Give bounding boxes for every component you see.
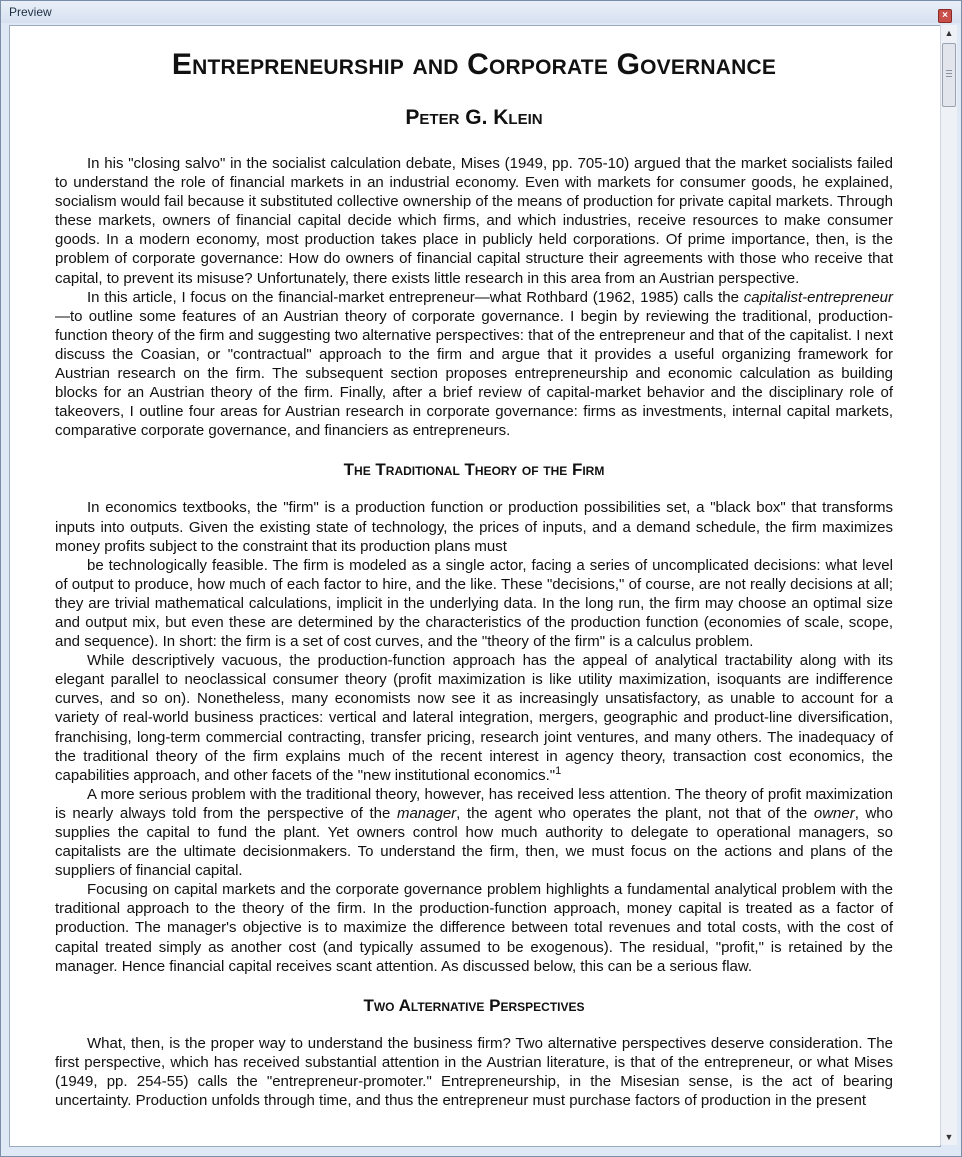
section1-paragraph-1: In economics textbooks, the "firm" is a production function or production possibilities set, a "black box" that transforms inputs into outputs. Given the existing state of technology, the prices of inputs, and a demand schedule, the firm maximizes money profits subject to the constraint that its production plans must	[55, 499, 893, 555]
section-heading-traditional-theory: The Traditional Theory of the Firm	[343, 460, 605, 480]
section1-paragraph-4: A more serious problem with the traditional theory, however, has received less attention. The theory of profit maximization is nearly always told from the perspective of the manager, the agent who operates the plant, not that of the owner, who supplies the capital to fund the plant. Yet owners control how much authority to delegate to operational managers, so capitalists are the ultimate decisionmakers. To understand the firm, then, we must focus on the actions and plans of the suppliers of financial capital.	[55, 785, 893, 880]
article-title: Entrepreneurship and Corporate Governance	[171, 48, 777, 81]
title-bar[interactable]	[1, 1, 961, 23]
section1-paragraph-5: Focusing on capital markets and the corporate governance problem highlights a fundamental analytical problem with the traditional approach to the theory of the firm. In the production-function approach, money capital is treated as a factor of production. The manager's objective is to maximize the difference between total revenues and total costs, with the cost of capital treated simply as another cost (and typically assumed to be exogenous). The residual, "profit," is retained by the manager. Hence financial capital receives scant attention. As discussed below, this can be a serious flaw.	[55, 881, 893, 975]
scroll-thumb[interactable]	[942, 43, 956, 107]
footnote-ref[interactable]: 1	[555, 764, 562, 777]
article-page	[55, 26, 893, 1110]
close-icon[interactable]: ×	[938, 9, 952, 23]
section1-paragraph-2: be technologically feasible. The firm is modeled as a single actor, facing a series of uncomplicated decisions: what level of output to produce, how much of each factor to hire, and the like. These "decisions," of course, are not really decisions at all; they are trivial mathematical calculations, implicit in the underlying data. In the long run, the firm may choose an optimal size and output mix, but even these are determined by the characteristics of the production function (economies of scale, scope, and sequence). In short: the firm is a set of cost curves, and the "theory of the firm" is a calculus problem.	[55, 556, 893, 651]
window-title: Preview	[9, 5, 52, 19]
vertical-scrollbar[interactable]	[940, 25, 957, 1145]
article-author: Peter G. Klein	[405, 106, 543, 129]
scroll-down-arrow-icon[interactable]: ▼	[944, 1132, 954, 1142]
section-heading-alternative-perspectives: Two Alternative Perspectives	[363, 995, 585, 1015]
document-viewport[interactable]	[9, 25, 941, 1147]
section1-paragraph-3: While descriptively vacuous, the production-function approach has the appeal of analytical tractability along with its elegant parallel to neoclassical consumer theory (profit maximization is like utility maximization, isoquants are indifference curves, and so on). Nonetheless, many economists now see it as increasingly unsatisfactory, as unable to account for a variety of real-world business practices: vertical and lateral integration, mergers, geographic and product-line diversification, franchising, long-term commercial contracting, transfer pricing, research joint ventures, and many others. The inadequacy of the traditional theory of the firm explains much of the recent interest in agency theory, transaction cost economics, the capabilities approach, and other facets of the "new institutional economics."$^1$	[55, 652, 893, 784]
intro-paragraph-1: In his "closing salvo" in the socialist calculation debate, Mises (1949, pp. 705-10) argued that the market socialists failed to understand the role of financial markets in an industrial economy. Even with markets for consumer goods, he explained, socialism would fail because it substituted collective ownership of the means of production for private capital markets. Through these markets, owners of financial capital decide which firms, and which industries, receive resources to make consumer goods. In a modern economy, most production takes place in publicly held corporations. Of prime importance, then, is the problem of corporate governance: How do owners of financial capital structure their agreements with those who receive that capital, to prevent its misuse? Unfortunately, there exists little research in this area from an Austrian perspective.	[55, 155, 893, 287]
intro-paragraph-2: In this article, I focus on the financial-market entrepreneur—what Rothbard (1962, 1985) calls the capitalist-entrepreneur—to outline some features of an Austrian theory of corporate governance. I begin by reviewing the traditional, production-function theory of the firm and suggesting two alternative perspectives: that of the entrepreneur and that of the capitalist. I next discuss the Coasian, or "contractual" approach to the firm and argue that it provides a useful organizing framework for Austrian research on the firm. The subsequent section proposes entrepreneurship and economic calculation as building blocks for an Austrian theory of the firm. Finally, after a brief review of capital-market behavior and the disciplinary role of takeovers, I outline four areas for Austrian research in corporate governance: firms as investments, internal capital markets, comparative corporate governance, and financiers as entrepreneurs.	[55, 288, 893, 440]
scroll-up-arrow-icon[interactable]: ▲	[944, 28, 954, 38]
section2-paragraph-1: What, then, is the proper way to understand the business firm? Two alternative perspectives deserve consideration. The first perspective, which has received substantial attention in the Austrian literature, is that of the entrepreneur, or what Mises (1949, pp. 254-55) calls the "entrepreneur-promoter." Entrepreneurship, in the Misesian sense, is the act of bearing uncertainty. Production unfolds through time, and thus the entrepreneur must purchase factors of production in the present	[55, 1034, 893, 1110]
